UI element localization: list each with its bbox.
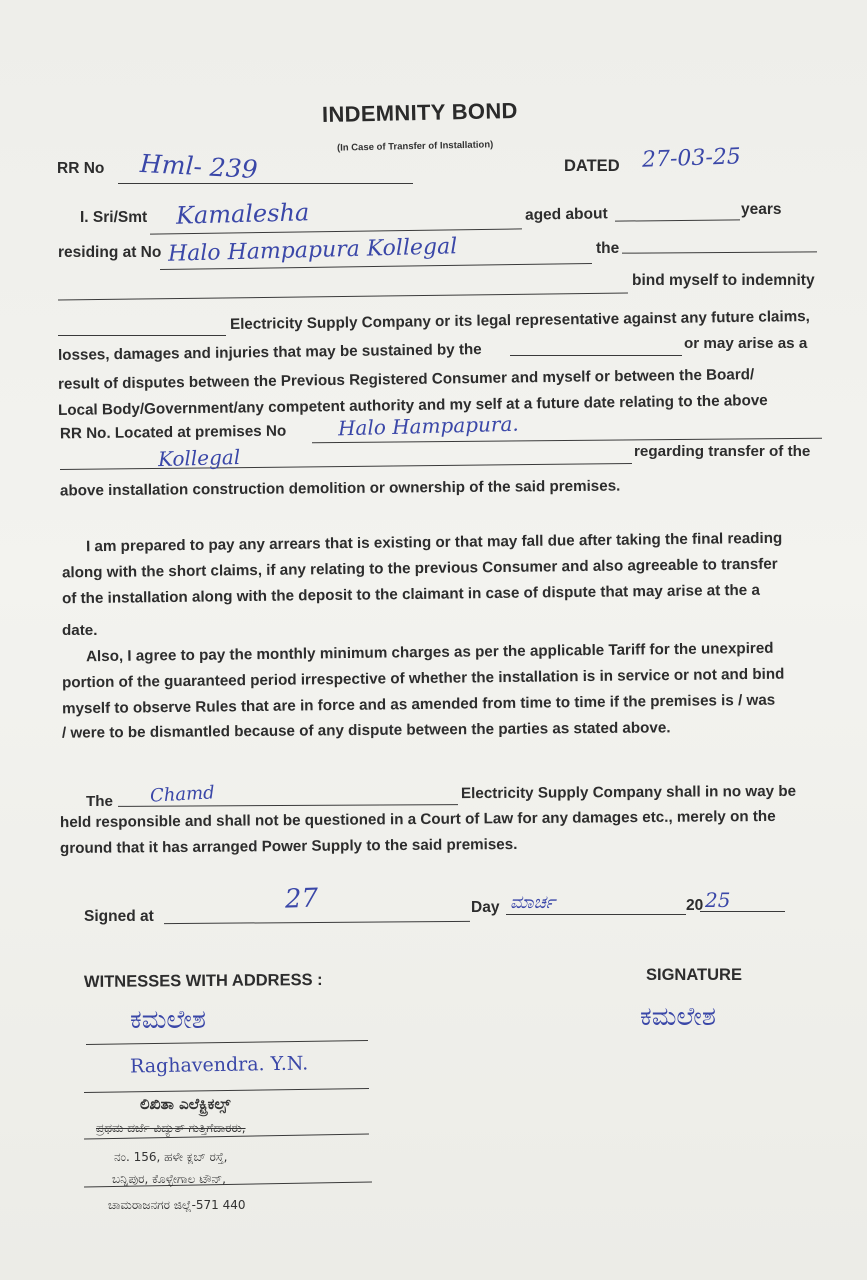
stamp-line-2: ಪ್ರಥಮ ದರ್ಜೆ ವಿದ್ಯುತ್ ಗುತ್ತಿಗೆದಾರರು, [96,1121,246,1135]
company-name-value: Chamd [149,782,216,807]
the-line [622,251,817,253]
the-label: the [596,240,620,257]
bind-myself-label: bind myself to indemnity [632,272,815,289]
sri-smt-label: I. Sri/Smt [80,209,148,226]
address-line-2 [58,293,628,301]
document-title: INDEMNITY BOND [321,97,518,128]
day-line [506,914,686,915]
para4-line-1b: Electricity Supply Company shall in no way be [460,782,797,803]
witness-2-signature: Raghavendra. Y.N. [129,1052,309,1078]
para2-line-3: of the installation along with the deposit to the claimant in case of dispute that may arise at the a [61,581,760,608]
para2-line-2: along with the short claims, if any relating to the previous Consumer and also agreeable to transfer [61,555,778,582]
document-subtitle: (In Case of Transfer of Installation) [336,139,494,154]
body-line-6b: regarding transfer of the [634,443,811,460]
sustained-by-line [510,355,682,356]
para3-line-1: Also, I agree to pay the monthly minimum charges as per the applicable Tariff for the unexpired [85,639,774,666]
applicant-signature: ಕಮಲೇಶ [640,1002,717,1032]
para4-the-label: The [86,793,114,810]
premises-value-2: Kollegal [157,444,241,472]
dated-value: 27-03-25 [641,144,742,173]
year-value: 25 [705,888,731,912]
sri-smt-value: Kamalesha [175,198,310,230]
witnesses-heading: WITNESSES WITH ADDRESS : [83,970,323,992]
stamp-line-1: ಲಿಖಿತಾ ಎಲೆಕ್ಟ್ರಿಕಲ್ಸ್ [140,1095,231,1113]
residing-value: Halo Hampapura Kollegal [167,234,458,267]
stamp-line-5: ಚಾಮರಾಜನಗರ ಜಿಲ್ಲೆ-571 440 [108,1198,246,1212]
day-value: ಮಾರ್ಚ [510,892,556,913]
premises-value: Halo Hampapura. [337,411,520,441]
witness-2-line [84,1088,369,1093]
signature-heading: SIGNATURE [646,966,742,984]
body-line-1: Electricity Supply Company or its legal representative against any future claims, [229,307,810,334]
body-line-3: result of disputes between the Previous Registered Consumer and myself or between the Board/ [57,366,755,393]
rr-no-line [118,183,413,184]
para3-line-4: / were to be dismantled because of any dispute between the parties as stated above. [61,719,671,742]
age-line [615,219,740,221]
body-line-2b: or may arise as a [684,335,808,352]
body-line-4: Local Body/Government/any competent authority and my self at a future date relating to the above [57,392,768,419]
years-label: years [741,201,782,218]
company-blank-line [58,335,226,336]
day-label: Day [471,899,500,916]
sri-smt-line [150,228,522,234]
body-line-7: above installation construction demolition or ownership of the said premises. [59,477,621,500]
para4-line-3: ground that it has arranged Power Supply to the said premises. [59,836,518,857]
para3-line-2: portion of the guaranteed period irrespective of whether the installation is in service or not and bind [61,665,785,692]
stamp-line-3: ನಂ. 156, ಹಳೇ ಕ್ಲಬ್ ರಸ್ತೆ, [114,1150,228,1164]
stamp-line-4: ಬನ್ನಿಪುರ, ಕೊಳ್ಳೇಗಾಲ ಟೌನ್, [112,1172,226,1186]
para4-line-2: held responsible and shall not be questioned in a Court of Law for any damages etc., merely on the [59,807,776,832]
body-line-5-label: RR No. Located at premises No [59,422,287,443]
premises-line-2 [60,463,632,470]
witness-1-signature: ಕಮಲೇಶ [130,1005,207,1035]
signed-at-value: 27 [284,883,319,915]
year-label: 20 [686,897,704,914]
para2-line-4: date. [62,622,98,639]
dated-label: DATED [564,157,620,175]
aged-about-label: aged about [524,205,608,224]
body-line-2a: losses, damages and injuries that may be sustained by the [57,341,482,364]
rr-no-label: RR No [57,160,105,177]
para2-line-1: I am prepared to pay any arrears that is existing or that may fall due after taking the final reading [85,529,783,556]
signed-at-line [164,921,470,924]
signed-at-label: Signed at [84,908,154,925]
para3-line-3: myself to observe Rules that are in force and as amended from time to time if the premises is / was [61,691,776,718]
residing-label: residing at No [58,244,162,261]
rr-no-value: Hml- 239 [139,148,259,185]
witness-1-line [86,1040,368,1045]
